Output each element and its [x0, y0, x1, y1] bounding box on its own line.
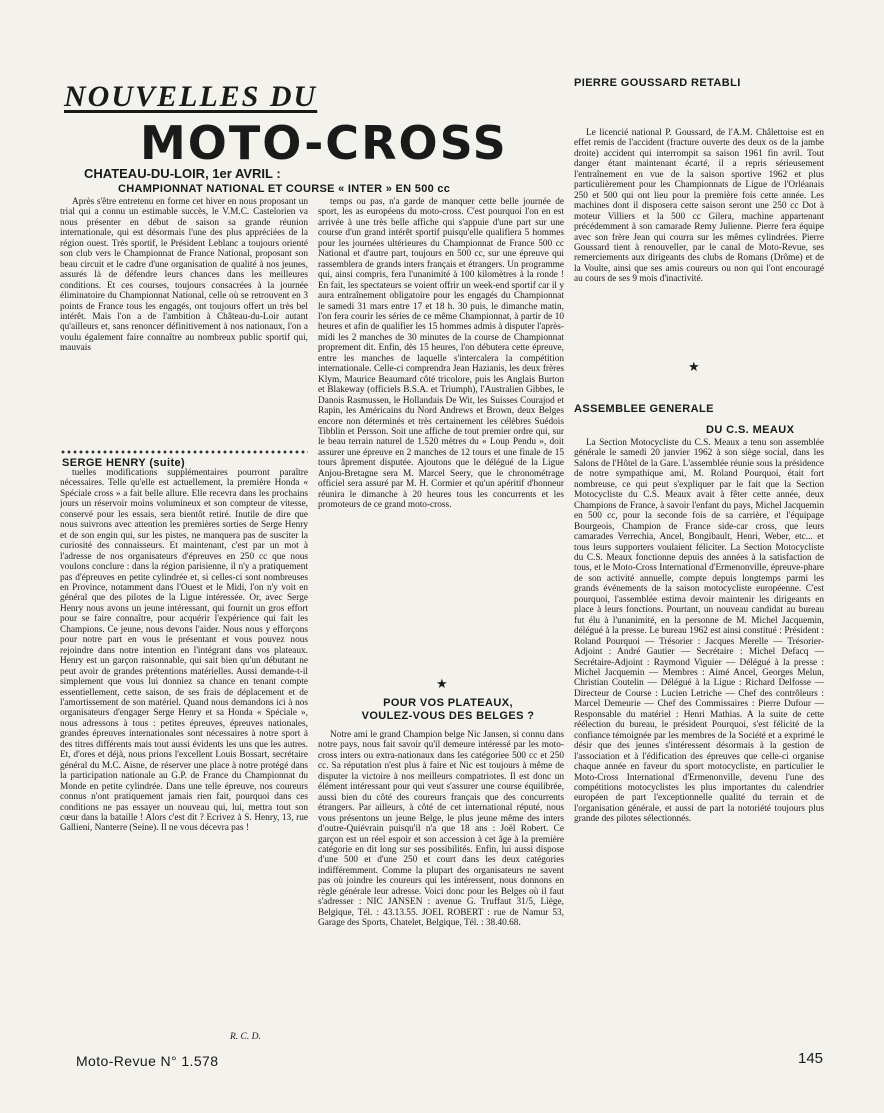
assemblee-heading: ASSEMBLEE GENERALE	[574, 403, 714, 415]
article-meaux-text: La Section Motocycliste du C.S. Meaux a tenu son assemblée générale le samedi 20 janvier 1962 à son siège social, dans les Salons de l'Hôtel de la Gare. L'assemblée réunie sous la présidence de notre sympathique ami, M. Roland Pourquoi, était fort nombreuse, ce qui peut s'expliquer par le fait que la Section Motocycliste du C.S. Meaux avait à fêter cette année, deux Champions de France, à savoir l'enfant du pays, Michel Jacquemin en 500 cc, pour la seconde fois de sa carrière, et l'équipage Bourgeois, Champion de France side-car cross, que leurs camarades Verrechia, Ancel, Bongibault, Henri, Weber, etc... et tous leurs supporters voulaient féliciter. La Section Motocycliste du C.S. Meaux fonctionne depuis des années à la satisfaction de tous, et le Moto-Cross International d'Ermenonville, épreuve-phare de son activité annuelle, compte depuis longtemps parmi les grands événements de la saison motocycliste européenne. C'est pourquoi, l'assemblée estima devoir maintenir les dirigeants en place à leurs fonctions. Pourtant, un nouveau candidat au bureau fut élu à l'unanimité, en la personne de M. Michel Jacquemin, délégué à la presse. Le bureau 1962 est ainsi constitué : Président : Roland Pourquoi — Trésorier : Jacques Merelle — Trésorier-Adjoint : André Gautier — Secrétaire : Michel Defacq — Secrétaire-Adjoint : Raymond Viguier — Délégué à la presse : Michel Jacquemin — Membres : Aimé Ancel, Georges Melun, Christian Coutelin — Délégué à la Ligue : Richard Delfosse — Directeur de Course : Lucien Letriche — Chef des contrôleurs : Marcel Demeurie — Chef des Commissaires : Pierre Dufour — Responsable du matériel : Henri Mathias. A la suite de cette réélection du bureau, le président Pourquoi, s'est félicité de la confiance témoignée par les membres de la Société et a exprimé le désir que des jeunes s'intéressent désormais à la gestion de l'association et à l'édification des épreuves que celle-ci organise chaque année en faveur du sport motocycliste, en particulier le Moto-Cross International d'Ermenonville, devenu l'une des compétitions motocyclistes les plus importantes du calendrier européen de part l'exceptionnelle qualité du terrain et de l'organisation générale, et aussi de part la notoriété toujours plus grande des pilotes sélectionnés.	[574, 438, 824, 825]
championship-title: CHAMPIONNAT NATIONAL ET COURSE « INTER » EN 500 cc	[118, 183, 451, 195]
goussard-heading: PIERRE GOUSSARD RETABLI	[574, 77, 741, 89]
article-belges	[318, 730, 564, 1040]
article-meaux	[574, 438, 824, 1038]
plateaux-heading-line1: POUR VOS PLATEAUX,	[383, 697, 513, 709]
wavy-divider	[60, 448, 308, 456]
article-goussard	[574, 128, 824, 356]
footer-publication: Moto-Revue N° 1.578	[76, 1053, 219, 1069]
plateaux-heading-line2: VOULEZ-VOUS DES BELGES ?	[361, 710, 535, 722]
star-separator: ★	[688, 360, 700, 375]
star-separator: ★	[436, 677, 448, 692]
meaux-subheading: DU C.S. MEAUX	[706, 424, 795, 436]
article-goussard-text: Le licencié national P. Goussard, de l'A.M. Châlettoise est en effet remis de l'accident (fracture ouverte des deux os de la jambe droite) accident qui interrompit sa saison 1961 fin avril. Tout danger étant maintenant écarté, il a repris sérieusement l'entraînement en vue de la saison sportive 1962 et plus particulièrement pour les Championnats de Ligue de l'Orléanais 250 et 500 qui ont lieu pour la première fois cette année. Les machines dont il disposera cette saison seront une 250 cc Dot à moteur Villiers et la 500 cc Gilera, machine appartenant précédemment à son camarade Remy Julienne. Pierre fera équipe avec son frère Jean qui courra sur les mêmes cylindrées. Pierre Goussard tient à renouveller, par le canal de Moto-Revue, ses remerciements aux dirigeants des clubs de Romans (Drôme) et de la Voulte, ainsi que ses amis coureurs ou non qui l'ont encouragé au cours de ses 9 mois d'inactivité.	[574, 128, 824, 285]
serge-henry-heading: SERGE HENRY (suite)	[62, 457, 186, 469]
article-belges-text: Notre ami le grand Champion belge Nic Jansen, si connu dans notre pays, nous fait savoir qu'il demeure intéressé par les moto-cross inters ou extra-nationaux dans les catégoriee 500 cc et 250 cc. Sa réputation n'est plus à faire et Nic est toujours à même de disputer la victoire à nos meilleurs compatriotes. Il est donc un élément intéressant pour qui veut s'assurer une course équilibrée, aussi bien du côté des coureurs français que des concurrents étrangers. Par ailleurs, à côté de cet international réputé, nous vous présentons un jeune Belge, le plus jeune même des inters d'outre-Quiévrain puisqu'il n'a que 18 ans : Joël Robert. Ce garçon est un réel espoir et son accession à cet âge à la première catégorie en dit long sur ses possibilités. Enfin, lui aussi dispose d'une 500 et d'une 250 et court dans les deux catégories indifféremment. Comme la plupart des organisateurs ne savent pas où joindre les coureurs qui les intéressent, nous donnons en règle générale leur adresse. Voici donc pour les Belges où il faut s'adresser : NIC JANSEN : avenue G. Truffaut 31/5, Liège, Belgique, Tél. : 43.13.55. JOEL ROBERT : rue de Namur 53, Garage des Sports, Chatelet, Belgique, Tél. : 38.40.68.	[318, 730, 564, 929]
article-serge-henry-text: tuelles modifications supplémentaires pourront paraître nécessaires. Telle qu'elle est actuellement, la première Honda « Spéciale cross » a fait belle allure. Elle recevra dans les prochains jours un réservoir moins volumineux et son compteur de vitesse, conservé pour les essais, sera bientôt retiré. Inutile de dire que nous suivrons avec attention les premières sorties de Serge Henry et de son engin qui, sur les pistes, ne manquera pas de susciter la curiosité des connaisseurs. Et maintenant, c'est par un mot à l'adresse de nos organisateurs d'épreuves en 250 cc que nous voulons conclure : dans la région parisienne, il n'y a pratiquement pas d'épreuves en petite cylindrée et, si celles-ci sont nombreuses en Province, notamment dans l'Ouest et le Midi, l'on n'y voit en général que des pilotes de la Ligue intéressée. Or, avec Serge Henry nous avons un jeune intéressant, qui fournit un gros effort pour se faire connaître, pour acquérir l'expérience qui fait les Champions. Ce jeune, nous devons l'aider. Nous nous y efforçons pour notre part en vous le présentant et vous pouvez nous rejoindre dans notre intention en l'intégrant dans vos plateaux. Henry est un garçon raisonnable, qui sait bien qu'un débutant ne peut avoir de grandes prétentions matérielles. Aussi demande-t-il simplement que vous lui donniez sa chance en tenant compte essentiellement, cette saison, de ses frais de déplacement et de l'amortissement de son matériel. Quand nous demandons ici à nos organisateurs d'engager Serge Henry et sa Honda « Spéciale », nous adressons à tous : petites épreuves, épreuves nationales, grandes épreuves internationales sont nécessaires à notre sport à des titres différents mais tout aussi évidents les uns que les autres. Et, d'ores et déjà, nous prions l'excellent Louis Bossart, secrétaire général du M.C. Aisne, de réserver une place à notre protégé dans la participation nationale au G.P. de France du Championnat du Monde en petite cylindrée. Dans une telle épreuve, nos coureurs connus n'ont pratiquement jamais rien fait, pourquoi dans ces conditions ne pas essayer un nouveau qui, lui, mettra tout son cœur dans la bataille ! Alors c'est dit ? Ecrivez à S. Henry, 13, rue Gallieni, Nanterre (Seine). Il ne vous décevra pas !	[60, 468, 308, 834]
dateline: CHATEAU-DU-LOIR, 1er AVRIL :	[84, 166, 281, 181]
page-number: 145	[798, 1050, 824, 1067]
header-title: MOTO-CROSS	[140, 116, 508, 170]
signature: R. C. D.	[230, 1032, 261, 1042]
article-serge-henry	[60, 468, 308, 1043]
article-chateau-col2-text: temps ou pas, n'a garde de manquer cette belle journée de sport, les as européens du moto-cross. C'est pourquoi l'on en est arrivée à une très belle affiche qui s'appuie d'une part sur une course d'un grand intérêt sportif puisqu'elle qualifiera 5 hommes pour les journées ultérieures du Championnat de France 500 cc National et d'autre part, toujours en 500 cc, sur une épreuve qui rassemblera de grands inters français et étrangers. Un programme qui, ainsi compris, fera l'unanimité à 100 kilomètres à la ronde ! En fait, les spectateurs se voient offrir un week-end sportif car il y aura entraînement obligatoire pour les engagés du Championnat le samedi 31 mars entre 17 et 18 h. 30 puis, le dimanche matin, l'on fera courir les séries de ce même Championnat, à partir de 10 heures et afin de qualifier les 15 hommes admis à disputer l'après-midi les 2 manches de 30 minutes de la course de Championnat proprement dit. Enfin, dès 15 heures, l'on débutera cette épreuve, entre les manches de laquelle s'intercalera la compétition internationale. Celle-ci comprendra Jean Hazianis, les deux frères Klym, Maurice Beaumard côté tricolore, puis les Anglais Burton et Blakeway (officiels B.S.A. et Triumph), l'Australien Gibbes, le Danois Rasmussen, le Hollandais De Wit, les Suisses Courajod et Rapin, les Américains du Nord Andrews et Brown, deux Belges encore non déterminés et très certainement les célèbres Suédois Tibblin et Persson. Soit une affiche de tout premier ordre qui, sur le beau terrain naturel de 1.520 mètres du « Loup Pendu », doit assurer une épreuve en 2 manches de 12 tours et une finale de 15 tours âprement disputée. Ajoutons que le délégué de la Ligue Anjou-Bretagne sera M. Marcel Seery, que le chronométrage officiel sera assuré par M. H. Cormier et qu'un apéritif d'honneur réunira le dimanche à 20 heures tous les concurrents et les promoteurs de ce grand moto-cross.	[318, 197, 564, 511]
article-chateau-col2	[318, 197, 564, 673]
header-kicker: NOUVELLES DU	[64, 80, 318, 113]
article-chateau-col1	[60, 197, 308, 445]
plateaux-heading	[338, 697, 558, 723]
article-chateau-col1-text: Après s'être entretenu en forme cet hiver en nous proposant un trial qui a connu un estimable succès, le V.M.C. Castelorien va nous présenter en début de saison sa grande réunion internationale, qui est désormais l'une des plus appréciées de la région ouest. Très sportif, le Président Leblanc a toujours orienté son club vers le Championnat de France National, proposant son beau circuit et le cadre d'une organisation de qualité à nos jeunes, assurés là de défendre leurs chances dans les meilleures conditions. Et ces courses, toujours consacrées à la journée éliminatoire du Championnat National, celle où se retrouvent en 3 points de France tous les engagés, ont toujours offert un très bel intérêt. Mais l'on a de l'ambition à Château-du-Loir autant qu'ailleurs et, sans renoncer définitivement à nos nationaux, l'on a voulu également faire connaître au nombreux public sportif qui, mauvais	[60, 197, 308, 354]
